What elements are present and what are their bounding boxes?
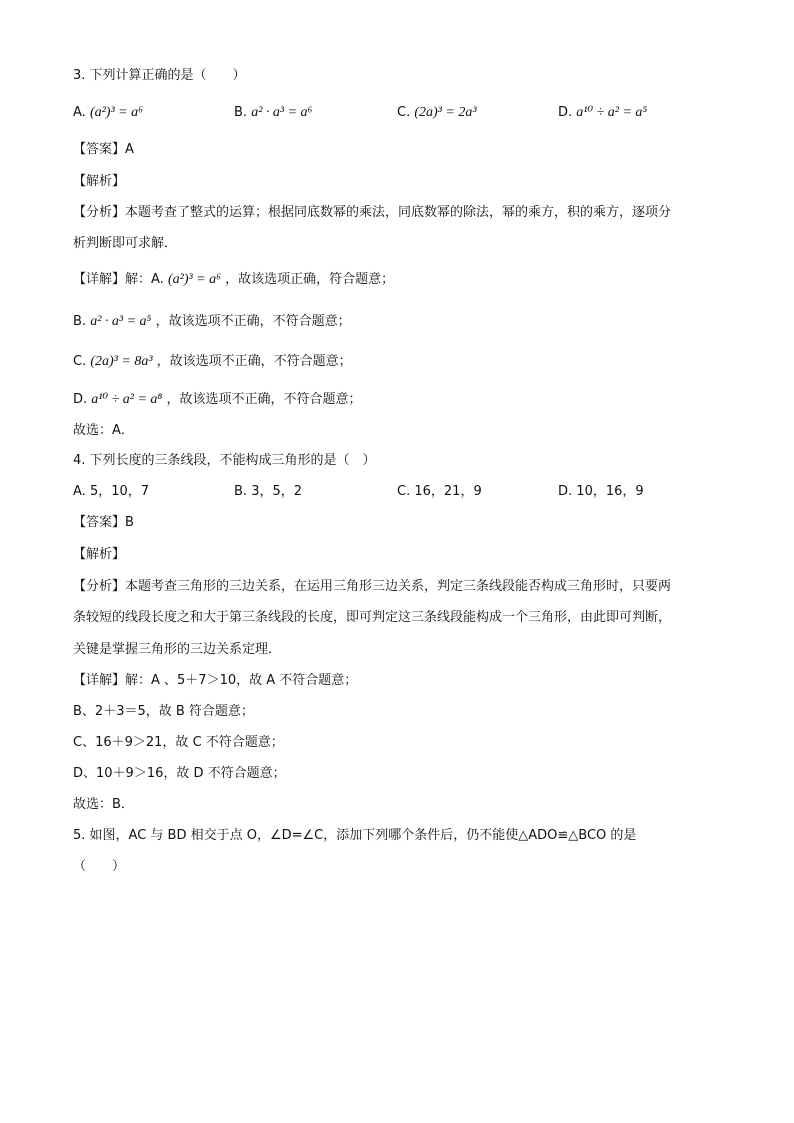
q3-detail-d-expr: a¹⁰ ÷ a² = a⁸: [91, 392, 163, 407]
q4-analysis-line-1: 【分析】本题考查三角形的三边关系，在运用三角形三边关系，判定三条线段能否构成三角形时，只要两: [73, 579, 672, 594]
q4-option-c: [397, 482, 482, 502]
q3-detail-c-suffix: ，故该选项不正确，不符合题意；: [156, 354, 352, 369]
q3-option-c-label: C.: [397, 105, 411, 120]
q3-option-a-expr: (a²)³ = a⁶: [89, 105, 143, 120]
q4-option-c-label: C.: [397, 484, 411, 499]
q3-detail-c: [73, 352, 352, 372]
q4-answer: 【答案】B: [73, 515, 134, 530]
q4-option-a-expr: 5，10，7: [89, 484, 150, 499]
q3-detail-c-prefix: C.: [73, 354, 87, 369]
q3-option-a-label: A.: [73, 105, 86, 120]
q3-detail-a-prefix: 【详解】解：A.: [73, 272, 164, 287]
q4-analysis-line-3: 关键是掌握三角形的三边关系定理．: [73, 642, 282, 657]
q3-conclusion: 故选：A．: [73, 423, 134, 438]
q3-option-a: [73, 103, 143, 123]
q3-option-d-expr: a¹⁰ ÷ a² = a⁵: [576, 105, 648, 120]
q4-option-b-label: B.: [234, 484, 248, 499]
q4-detail-line-1: 【详解】解：A 、5＋7＞10，故 A 不符合题意；: [73, 673, 358, 688]
question-5-stem: 5. 如图，AC 与 BD 相交于点 O，∠D=∠C，添加下列哪个条件后，仍不能使△ADO≌△BCO 的是: [73, 828, 637, 843]
q3-option-c-expr: (2a)³ = 2a³: [414, 105, 477, 120]
q4-option-a: [73, 482, 149, 502]
q3-detail-b-prefix: B.: [73, 314, 87, 329]
q3-analysis-tag: 【解析】: [73, 174, 126, 189]
q4-option-b: [234, 482, 302, 502]
q4-option-c-expr: 16，21，9: [414, 484, 482, 499]
q3-detail-b-expr: a² · a³ = a⁵: [90, 314, 152, 329]
q3-option-b: [234, 103, 312, 123]
q3-option-b-label: B.: [234, 105, 248, 120]
q3-detail-a-expr: (a²)³ = a⁶: [167, 272, 221, 287]
q3-detail-a: [73, 270, 394, 290]
q4-analysis-tag: 【解析】: [73, 547, 126, 562]
q4-option-b-expr: 3，5，2: [251, 484, 303, 499]
q3-detail-d: [73, 390, 361, 410]
q3-detail-b-suffix: ，故该选项不正确，不符合题意；: [155, 314, 351, 329]
q4-detail-line-4: D、10＋9＞16，故 D 不符合题意；: [73, 766, 286, 781]
q4-detail-line-2: B、2＋3＝5，故 B 符合题意；: [73, 704, 254, 719]
q3-detail-b: [73, 312, 351, 332]
q3-option-d-label: D.: [558, 105, 573, 120]
q3-detail-d-suffix: ，故该选项不正确，不符合题意；: [166, 392, 362, 407]
q3-analysis-line-1: 【分析】本题考查了整式的运算；根据同底数幂的乘法，同底数幂的除法，幂的乘方，积的乘方，逐项分: [73, 205, 672, 220]
q4-detail-line-3: C、16＋9＞21，故 C 不符合题意；: [73, 735, 284, 750]
question-5-stem-line-2: （ ）: [73, 859, 126, 874]
q4-option-d: [558, 482, 644, 502]
q3-analysis-line-2: 析判断即可求解．: [73, 236, 178, 251]
q3-option-c: [397, 103, 477, 123]
q4-option-d-expr: 10，16，9: [576, 484, 644, 499]
q3-detail-d-prefix: D.: [73, 392, 88, 407]
q4-option-d-label: D.: [558, 484, 573, 499]
question-4-stem: 4. 下列长度的三条线段，不能构成三角形的是（ ）: [73, 453, 376, 468]
q4-analysis-line-2: 条较短的线段长度之和大于第三条线段的长度，即可判定这三条线段能构成一个三角形，由此即可判断，: [73, 610, 672, 625]
q4-conclusion: 故选：B．: [73, 797, 134, 812]
question-3-stem: 3. 下列计算正确的是（ ）: [73, 68, 246, 83]
q3-option-b-expr: a² · a³ = a⁶: [251, 105, 313, 120]
q3-option-d: [558, 103, 647, 123]
q3-detail-a-suffix: ，故该选项正确，符合题意；: [225, 272, 395, 287]
q3-answer: 【答案】A: [73, 142, 134, 157]
q4-option-a-label: A.: [73, 484, 86, 499]
q3-detail-c-expr: (2a)³ = 8a³: [90, 354, 153, 369]
